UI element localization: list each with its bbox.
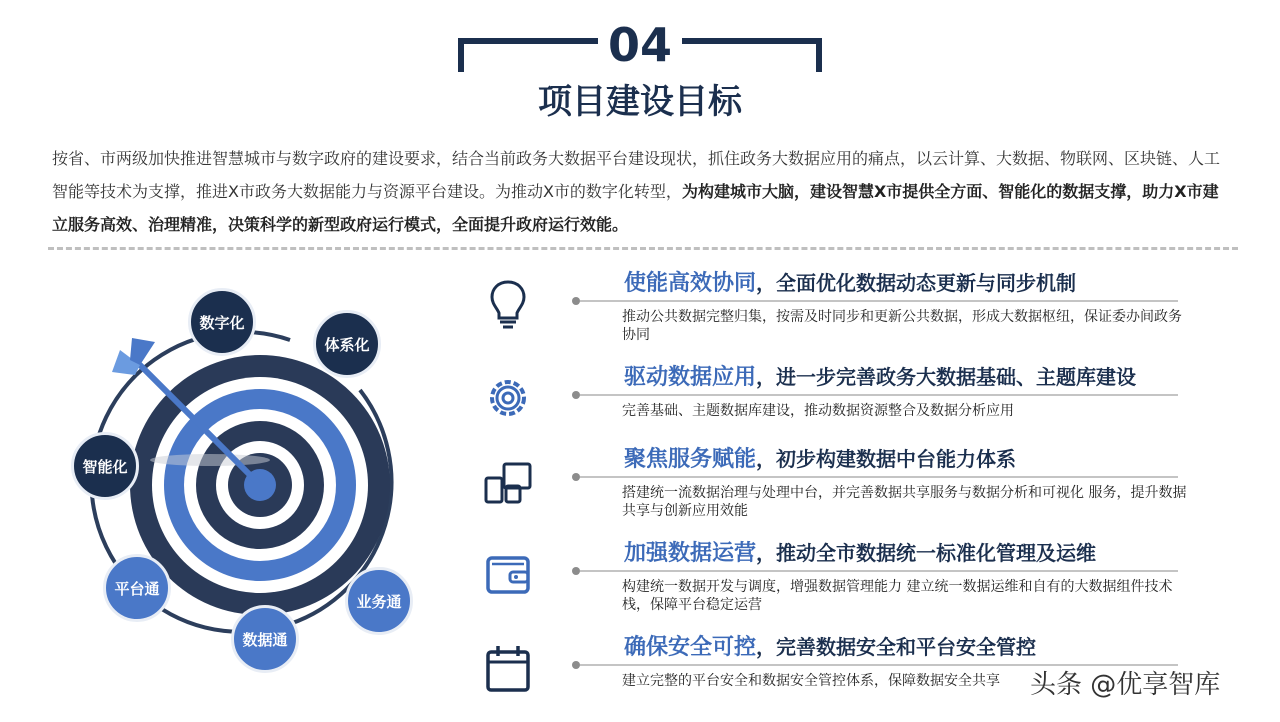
goal-description: 构建统一数据开发与调度，增强数据管理能力 建立统一数据运维和自有的大数据组件技术栈，保障平台稳定运营 bbox=[622, 579, 1173, 613]
separator-line bbox=[580, 300, 1178, 302]
goal-heading-text: ，初步构建数据中台能力体系 bbox=[756, 447, 1017, 471]
goal-heading bbox=[624, 444, 1016, 475]
goal-highlight: 使能高效协同 bbox=[624, 271, 757, 296]
separator-line bbox=[580, 394, 1178, 396]
goal-heading bbox=[624, 632, 1036, 663]
goal-highlight: 聚焦服务赋能 bbox=[624, 447, 757, 472]
bullet-dot bbox=[572, 297, 580, 305]
gear-icon bbox=[480, 370, 536, 426]
devices-icon bbox=[480, 452, 536, 508]
wallet-icon bbox=[480, 546, 536, 602]
calendar-icon bbox=[480, 640, 536, 696]
lightbulb-icon bbox=[480, 276, 536, 332]
goal-item bbox=[470, 438, 1190, 534]
badge-business: 业务通 bbox=[345, 567, 413, 635]
section-number: 04 bbox=[607, 18, 672, 72]
goal-item bbox=[470, 262, 1190, 358]
goal-heading-text: ，完善数据安全和平台安全管控 bbox=[756, 635, 1037, 659]
page-title: 项目建设目标 bbox=[538, 82, 742, 122]
goal-heading-text: ，推动全市数据统一标准化管理及运维 bbox=[756, 541, 1097, 565]
goal-heading bbox=[624, 362, 1136, 393]
bullet-dot bbox=[572, 567, 580, 575]
dashed-divider bbox=[48, 247, 1238, 250]
goal-description: 推动公共数据完整归集，按需及时同步和更新公共数据，形成大数据枢纽，保证委办间政务协同 bbox=[622, 309, 1182, 343]
badge-data: 数据通 bbox=[231, 605, 299, 673]
intro-bold-text: 为构建城市大脑，建设智慧X市提供全方面、智能化的数据支撑，助力X市建立服务高效、治理精准，决策科学的新型政府运行模式，全面提升政府运行效能。 bbox=[52, 182, 1219, 234]
separator-line bbox=[580, 570, 1178, 572]
header bbox=[0, 0, 1280, 130]
badge-platform: 平台通 bbox=[103, 554, 171, 622]
intro-paragraph bbox=[52, 142, 1232, 241]
intro-text: 按省、市两级加快推进智慧城市与数字政府的建设要求，结合当前政务大数据平台建设现状，抓住政务大数据应用的痛点，以云计算、大数据、物联网、区块链、人工智能等技术为支撑，推进X市政务大数据能力与资源平台建设。为推动X市的数字化转型， bbox=[52, 149, 1221, 201]
badge-intelligent: 智能化 bbox=[71, 432, 139, 500]
separator-line bbox=[580, 476, 1178, 478]
goal-highlight: 驱动数据应用 bbox=[624, 365, 757, 390]
goal-highlight: 确保安全可控 bbox=[624, 635, 757, 660]
badge-systematize: 体系化 bbox=[313, 310, 381, 378]
goal-highlight: 加强数据运营 bbox=[624, 541, 757, 566]
target-graphic bbox=[60, 280, 440, 700]
badge-digitize: 数字化 bbox=[188, 288, 256, 356]
watermark: 头条 @优享智库 bbox=[1030, 670, 1221, 700]
bullet-dot bbox=[572, 473, 580, 481]
goal-heading-text: ，全面优化数据动态更新与同步机制 bbox=[756, 271, 1077, 295]
goal-description: 搭建统一流数据治理与处理中台，并完善数据共享服务与数据分析和可视化 服务，提升数据共享与创新应用效能 bbox=[622, 485, 1187, 519]
goal-heading bbox=[624, 538, 1096, 569]
goal-heading bbox=[624, 268, 1076, 299]
goal-description: 建立完整的平台安全和数据安全管控体系，保障数据安全共享 bbox=[622, 673, 1000, 689]
bullet-dot bbox=[572, 661, 580, 669]
bullet-dot bbox=[572, 391, 580, 399]
goal-description: 完善基础、主题数据库建设，推动数据资源整合及数据分析应用 bbox=[622, 403, 1014, 419]
goal-item bbox=[470, 532, 1190, 628]
goal-heading-text: ，进一步完善政务大数据基础、主题库建设 bbox=[756, 365, 1137, 389]
